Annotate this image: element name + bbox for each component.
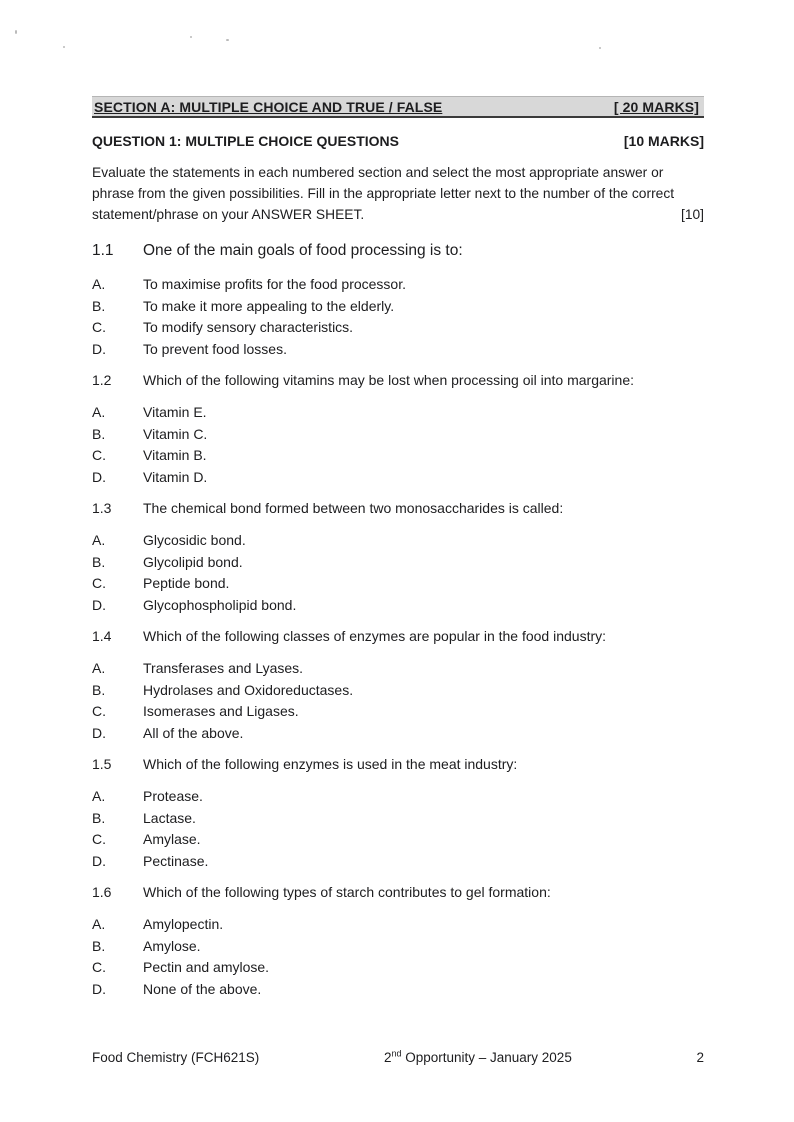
exam-page-content <box>92 96 704 1000</box>
question-block-1-3 <box>92 500 704 616</box>
section-marks: [ 20 MARKS] <box>613 99 699 115</box>
instructions <box>92 162 704 225</box>
scan-speckle <box>63 46 65 48</box>
question-text: Which of the following enzymes is used in the meat industry: <box>143 756 518 772</box>
option-row <box>92 445 704 467</box>
option-row <box>92 808 704 830</box>
option-text: To maximise profits for the food processor. <box>143 276 406 292</box>
question1-title: QUESTION 1: MULTIPLE CHOICE QUESTIONS <box>92 133 399 149</box>
question-block-1-6 <box>92 884 704 1000</box>
option-row <box>92 552 704 574</box>
footer-session-rest: Opportunity – January 2025 <box>401 1050 572 1065</box>
option-text: Glycosidic bond. <box>143 532 246 548</box>
option-text: Vitamin C. <box>143 425 208 442</box>
instructions-text: Evaluate the statements in each numbered section and select the most appropriate answer or phrase from the given possibilities. Fill in the appropriate letter next to the number of the correct statement/phrase on your ANSWER SHEET. <box>92 165 675 222</box>
option-text: Pectin and amylose. <box>143 959 270 975</box>
option-text: Vitamin B. <box>143 447 207 463</box>
option-letter: A. <box>92 916 106 932</box>
option-row <box>92 957 704 979</box>
option-text: To prevent food losses. <box>143 340 287 357</box>
option-row <box>92 402 704 424</box>
option-row <box>92 786 704 808</box>
instructions-marks: [10] <box>680 207 704 222</box>
option-text: Hydrolases and Oxidoreductases. <box>143 681 354 698</box>
option-row <box>92 851 704 873</box>
option-row <box>92 530 704 552</box>
option-letter: C. <box>92 575 106 591</box>
footer-page-number: 2 <box>696 1050 704 1065</box>
option-letter: B. <box>92 681 106 698</box>
question-number: 1.4 <box>92 628 112 644</box>
option-row <box>92 680 704 702</box>
option-text: Transferases and Lyases. <box>143 660 304 676</box>
question-row <box>92 372 704 388</box>
option-letter: A. <box>92 660 106 676</box>
page-footer <box>92 1050 704 1065</box>
question-text: One of the main goals of food processing is to: <box>143 242 463 259</box>
question-text: The chemical bond formed between two monosaccharides is called: <box>143 500 564 516</box>
option-letter: B. <box>92 553 106 570</box>
option-letter: B. <box>92 937 106 954</box>
question-text: Which of the following classes of enzymes are popular in the food industry: <box>143 628 607 644</box>
option-letter: C. <box>92 959 106 975</box>
option-text: None of the above. <box>143 980 262 997</box>
option-text: Amylose. <box>143 937 201 954</box>
section-title: SECTION A: MULTIPLE CHOICE AND TRUE / FALSE <box>94 99 443 115</box>
option-letter: A. <box>92 532 106 548</box>
option-text: To modify sensory characteristics. <box>143 319 354 335</box>
section-header-bar <box>92 96 704 118</box>
option-row <box>92 274 704 296</box>
question-row <box>92 756 704 772</box>
option-text: To make it more appealing to the elderly. <box>143 297 395 314</box>
option-letter: A. <box>92 276 106 292</box>
option-row <box>92 296 704 318</box>
footer-session-ordinal: nd <box>391 1048 402 1059</box>
option-text: Amylopectin. <box>143 916 224 932</box>
option-letter: B. <box>92 297 106 314</box>
option-text: Lactase. <box>143 809 196 826</box>
option-letter: B. <box>92 809 106 826</box>
question-number: 1.1 <box>92 242 114 259</box>
option-row <box>92 658 704 680</box>
option-letter: C. <box>92 831 106 847</box>
question-block-1-1 <box>92 242 704 360</box>
footer-course: Food Chemistry (FCH621S) <box>92 1050 260 1065</box>
question-number: 1.5 <box>92 756 112 772</box>
option-row <box>92 914 704 936</box>
option-text: Vitamin D. <box>143 468 208 485</box>
question-row <box>92 884 704 900</box>
option-letter: A. <box>92 788 106 804</box>
option-row <box>92 339 704 361</box>
option-text: Glycophospholipid bond. <box>143 596 297 613</box>
question-block-1-4 <box>92 628 704 744</box>
option-row <box>92 723 704 745</box>
option-row <box>92 573 704 595</box>
option-letter: C. <box>92 447 106 463</box>
option-row <box>92 701 704 723</box>
question-row <box>92 242 704 260</box>
question-row <box>92 500 704 516</box>
option-row <box>92 317 704 339</box>
option-letter: D. <box>92 980 106 997</box>
question-text: Which of the following vitamins may be lost when processing oil into margarine: <box>143 372 635 388</box>
option-text: Protease. <box>143 788 203 804</box>
question-block-1-5 <box>92 756 704 872</box>
option-letter: D. <box>92 724 106 741</box>
question-number: 1.6 <box>92 884 112 900</box>
option-text: Pectinase. <box>143 852 209 869</box>
option-text: Peptide bond. <box>143 575 230 591</box>
scan-speckle <box>15 30 17 34</box>
option-text: Glycolipid bond. <box>143 553 243 570</box>
option-row <box>92 424 704 446</box>
question-number: 1.2 <box>92 372 112 388</box>
scan-speckle <box>599 47 601 49</box>
option-letter: B. <box>92 425 106 442</box>
question1-header <box>92 133 704 149</box>
scan-speckle <box>226 39 229 41</box>
option-text: Amylase. <box>143 831 201 847</box>
option-letter: C. <box>92 703 106 719</box>
scan-speckle <box>190 36 192 38</box>
footer-session-number: 2 <box>383 1050 392 1065</box>
question-text: Which of the following types of starch contributes to gel formation: <box>143 884 551 900</box>
option-row <box>92 829 704 851</box>
option-text: All of the above. <box>143 724 244 741</box>
question1-marks: [10 MARKS] <box>623 133 704 149</box>
option-row <box>92 979 704 1001</box>
option-letter: D. <box>92 852 106 869</box>
option-letter: D. <box>92 468 106 485</box>
option-row <box>92 467 704 489</box>
option-row <box>92 595 704 617</box>
question-row <box>92 628 704 644</box>
footer-session <box>384 1050 572 1065</box>
option-text: Isomerases and Ligases. <box>143 703 299 719</box>
question-block-1-2 <box>92 372 704 488</box>
question-number: 1.3 <box>92 500 112 516</box>
option-letter: D. <box>92 596 106 613</box>
option-row <box>92 936 704 958</box>
option-letter: A. <box>92 404 106 420</box>
option-letter: D. <box>92 340 106 357</box>
option-text: Vitamin E. <box>143 404 207 420</box>
option-letter: C. <box>92 319 106 335</box>
